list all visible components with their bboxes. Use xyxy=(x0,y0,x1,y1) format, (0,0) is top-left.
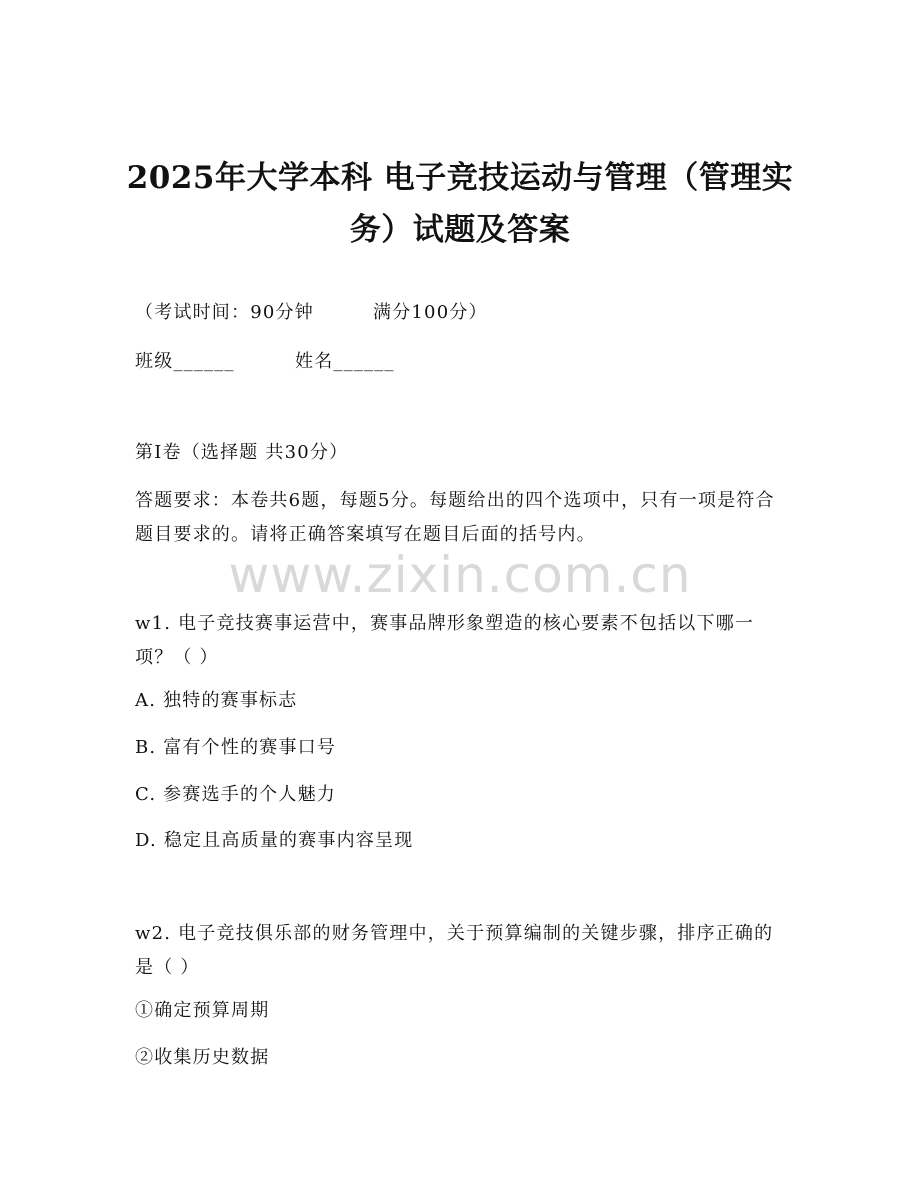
question-1-option-c: C. 参赛选手的个人魅力 xyxy=(135,784,336,805)
question-2-item-2: ②收集历史数据 xyxy=(135,1047,270,1068)
class-field-label: 班级______ xyxy=(135,351,235,372)
question-2-stem: w2. 电子竞技俱乐部的财务管理中，关于预算编制的关键步骤，排序正确的是（ ） xyxy=(135,923,774,978)
document-title: 2025年大学本科 电子竞技运动与管理（管理实务）试题及答案 xyxy=(126,160,794,248)
name-field-label: 姓名______ xyxy=(295,351,395,372)
exam-full-score: 满分100分） xyxy=(373,302,488,323)
answer-instructions: 答题要求：本卷共6题，每题5分。每题给出的四个选项中，只有一项是符合题目要求的。请将正确答案填写在题目后面的括号内。 xyxy=(135,490,775,545)
question-1-option-a: A. 独特的赛事标志 xyxy=(135,690,298,711)
question-1-stem: w1. 电子竞技赛事运营中，赛事品牌形象塑造的核心要素不包括以下哪一项？（ ） xyxy=(135,613,755,668)
question-1-option-b: B. 富有个性的赛事口号 xyxy=(135,737,337,758)
question-1-option-d: D. 稳定且高质量的赛事内容呈现 xyxy=(135,830,414,851)
exam-time: （考试时间：90分钟 xyxy=(135,302,314,323)
section-heading: 第I卷（选择题 共30分） xyxy=(135,442,349,463)
watermark: www.zixin.com.cn xyxy=(228,546,692,604)
question-2-item-1: ①确定预算周期 xyxy=(135,1000,270,1021)
